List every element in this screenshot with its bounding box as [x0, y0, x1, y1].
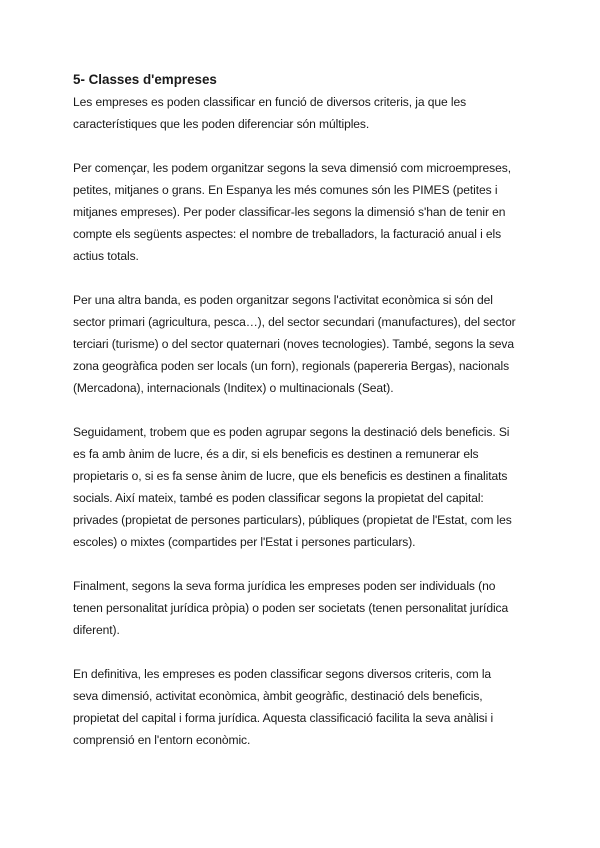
text-line: mitjanes empreses). Per poder classificar-les segons la dimensió s'han de tenir en	[73, 205, 506, 219]
text-line: sector primari (agricultura, pesca…), del sector secundari (manufactures), del sector	[73, 315, 516, 329]
text-line: (Mercadona), internacionals (Inditex) o multinacionals (Seat).	[73, 381, 394, 395]
text-line: Les empreses es poden classificar en funció de diversos criteris, ja que les	[73, 95, 467, 109]
paragraph-intro	[73, 91, 535, 135]
paragraph-spacer	[73, 553, 535, 575]
section-title: 5- Classes d'empreses	[73, 72, 217, 87]
text-line: zona geogràfica poden ser locals (un forn), regionals (papereria Bergas), nacionals	[73, 359, 510, 373]
paragraph-legal-form	[73, 575, 535, 641]
text-line: Finalment, segons la seva forma jurídica les empreses poden ser individuals (no	[73, 579, 496, 593]
text-line: Per començar, les podem organitzar segons la seva dimensió com microempreses,	[73, 161, 511, 175]
text-line: diferent).	[73, 623, 120, 637]
text-line: propietat del capital i forma jurídica. Aquesta classificació facilita la seva anàlisi i	[73, 711, 494, 725]
paragraph-activity	[73, 289, 535, 399]
text-line: petites, mitjanes o grans. En Espanya les més comunes són les PIMES (petites i	[73, 183, 498, 197]
text-line: escoles) o mixtes (compartides per l'Estat i persones particulars).	[73, 535, 416, 549]
text-line: terciari (turisme) o del sector quaternari (noves tecnologies). També, segons la seva	[73, 337, 514, 351]
text-line: seva dimensió, activitat econòmica, àmbit geogràfic, destinació dels beneficis,	[73, 689, 483, 703]
text-line: Per una altra banda, es poden organitzar segons l'activitat econòmica si són del	[73, 293, 493, 307]
text-line: socials. Així mateix, també es poden classificar segons la propietat del capital:	[73, 491, 484, 505]
paragraph-spacer	[73, 399, 535, 421]
document-body	[73, 71, 535, 751]
paragraph-spacer	[73, 135, 535, 157]
text-line: En definitiva, les empreses es poden classificar segons diversos criteris, com la	[73, 667, 492, 681]
text-line: actius totals.	[73, 249, 139, 263]
paragraph-profits	[73, 421, 535, 553]
text-line: Seguidament, trobem que es poden agrupar segons la destinació dels beneficis. Si	[73, 425, 510, 439]
text-line: es fa amb ànim de lucre, és a dir, si els beneficis es destinen a remunerar els	[73, 447, 479, 461]
text-line: tenen personalitat jurídica pròpia) o poden ser societats (tenen personalitat jurídica	[73, 601, 509, 615]
paragraph-spacer	[73, 641, 535, 663]
paragraph-conclusion	[73, 663, 535, 751]
text-line: privades (propietat de persones particulars), públiques (propietat de l'Estat, com les	[73, 513, 512, 527]
text-line: comprensió en l'entorn econòmic.	[73, 733, 251, 747]
text-line: característiques que les poden diferenciar són múltiples.	[73, 117, 370, 131]
text-line: propietaris o, si es fa sense ànim de lucre, que els beneficis es destinen a finalitats	[73, 469, 508, 483]
paragraph-dimension	[73, 157, 535, 267]
text-line: compte els següents aspectes: el nombre de treballadors, la facturació anual i els	[73, 227, 502, 241]
paragraph-spacer	[73, 267, 535, 289]
